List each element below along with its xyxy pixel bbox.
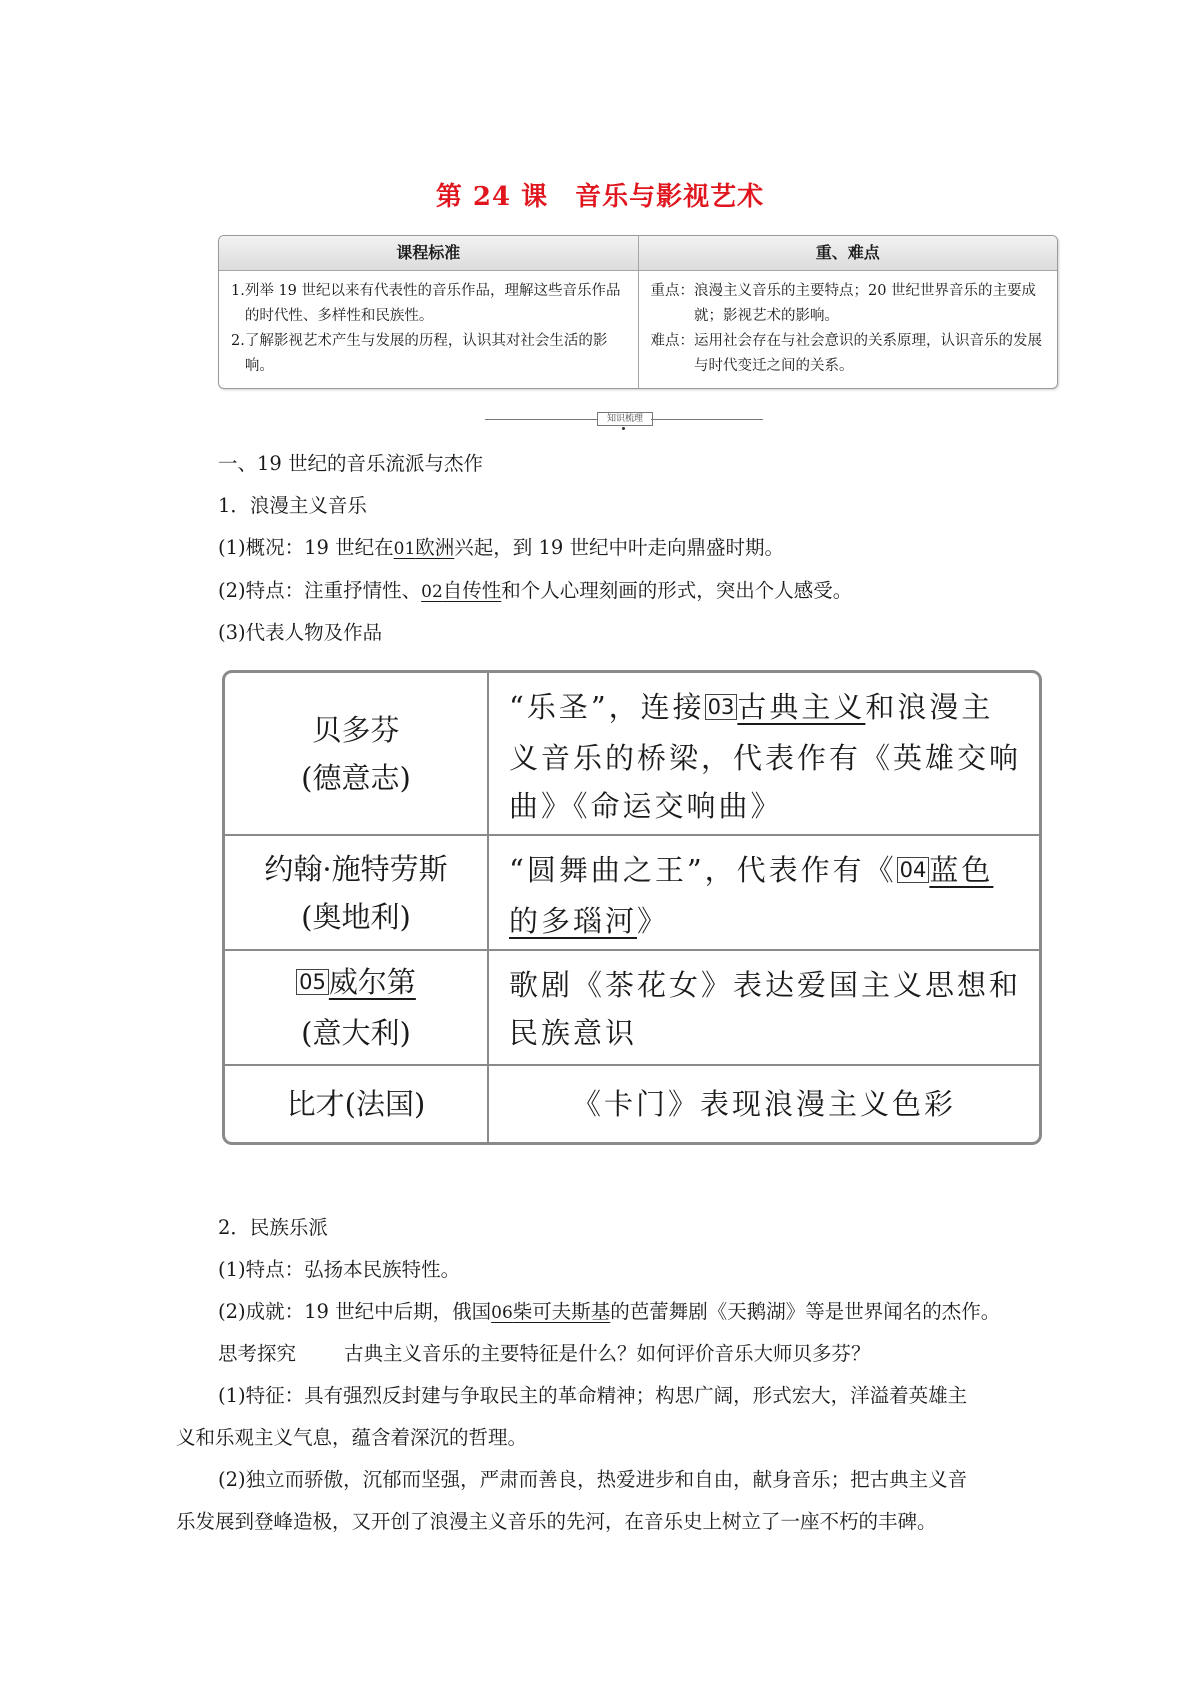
table-row: 贝多芬 (德意志) “乐圣”，连接 03 古典主义和浪漫主义音乐的桥梁，代表作有《英雄交响曲》《命运交响曲》 bbox=[225, 673, 1039, 836]
section-heading: 一、19 世纪的音乐流派与杰作 bbox=[218, 452, 484, 475]
answer-blank: 欧洲 bbox=[415, 536, 455, 559]
lesson-title: 第 24 课 音乐与影视艺术 bbox=[435, 182, 765, 212]
paragraph: (2)独立而骄傲，沉郁而坚强，严肃而善良，热爱进步和自由，献身音乐；把古典主义音 bbox=[218, 1468, 968, 1491]
answer-blank: 柴可夫斯基 bbox=[512, 1300, 611, 1323]
subheading-national: 2．民族乐派 bbox=[218, 1216, 328, 1239]
composers-table bbox=[222, 670, 1042, 1145]
standards-header-col2: 重、难点 bbox=[815, 243, 880, 262]
paragraph: (2)特点：注重抒情性、02自传性和个人心理刻画的形式，突出个人感受。 bbox=[218, 579, 853, 602]
paragraph: (1)特征：具有强烈反封建与争取民主的革命精神；构思广阔，形式宏大，洋溢着英雄主 bbox=[218, 1384, 968, 1407]
standards-header-col1: 课程标准 bbox=[219, 236, 639, 270]
paragraph: (1)概况：19 世纪在01欧洲兴起，到 19 世纪中叶走向鼎盛时期。 bbox=[218, 536, 785, 559]
paragraph: 乐发展到登峰造极，又开创了浪漫主义音乐的先河，在音乐史上树立了一座不朽的丰碑。 bbox=[176, 1510, 937, 1533]
subheading-romantic: 1．浪漫主义音乐 bbox=[218, 494, 367, 517]
key-point-item: 重点： 浪漫主义音乐的主要特点；20 世纪世界音乐的主要成就；影视艺术的影响。 bbox=[650, 283, 1037, 324]
paragraph: (3)代表人物及作品 bbox=[218, 621, 383, 644]
paragraph: 义和乐观主义气息，蕴含着深沉的哲理。 bbox=[176, 1426, 528, 1449]
paragraph: (2)成就：19 世纪中后期，俄国06柴可夫斯基的芭蕾舞剧《天鹅湖》等是世界闻名的杰作。 bbox=[218, 1300, 1001, 1323]
table-row: 比才(法国) 《卡门》表现浪漫主义色彩 bbox=[225, 1066, 1039, 1142]
table-row: 约翰·施特劳斯 (奥地利) “圆舞曲之王”，代表作有《 04 蓝色的多瑙河》 bbox=[225, 836, 1039, 951]
standard-item: 1. 列举 19 世纪以来有代表性的音乐作品，理解这些音乐作品的时代性、多样性和民族性。 bbox=[231, 283, 621, 324]
divider-label: 知识梳理 bbox=[597, 412, 653, 426]
course-standards-table bbox=[218, 235, 1058, 389]
paragraph: (1)特点：弘扬本民族特性。 bbox=[218, 1258, 461, 1281]
think-question: 思考探究 古典主义音乐的主要特征是什么？如何评价音乐大师贝多芬？ bbox=[218, 1342, 871, 1365]
table-row: 05 威尔第 (意大利) 歌剧《茶花女》表达爱国主义思想和民族意识 bbox=[225, 951, 1039, 1066]
standards-col2 bbox=[639, 271, 1058, 389]
standards-header bbox=[219, 236, 1057, 271]
section-divider bbox=[485, 412, 763, 426]
difficulty-item: 难点： 运用社会存在与社会意识的关系原理，认识音乐的发展与时代变迁之间的关系。 bbox=[650, 333, 1042, 374]
standards-col1 bbox=[219, 271, 639, 389]
standard-item: 2. 了解影视艺术产生与发展的历程，认识其对社会生活的影响。 bbox=[231, 333, 608, 374]
answer-blank: 自传性 bbox=[442, 579, 502, 602]
